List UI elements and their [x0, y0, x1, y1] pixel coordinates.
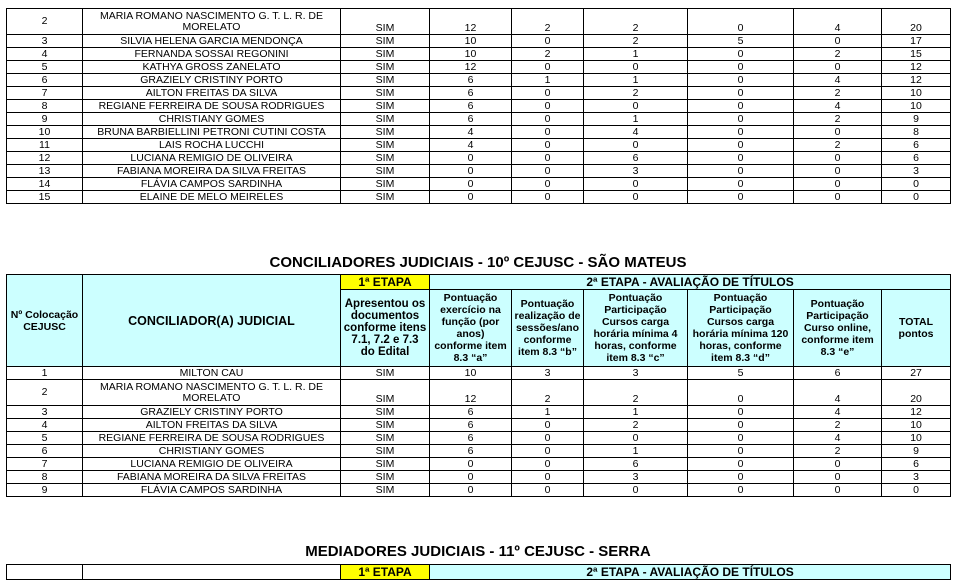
table-row — [7, 152, 951, 165]
cell-a: 12 — [430, 61, 512, 74]
cell-a: 4 — [430, 126, 512, 139]
table-row — [7, 191, 951, 204]
cell-a: 0 — [430, 484, 512, 497]
cell-b: 0 — [512, 445, 584, 458]
cell-a: 6 — [430, 100, 512, 113]
cell-e: 4 — [794, 74, 882, 87]
cell-c: 0 — [584, 432, 688, 445]
stage2-label: 2ª ETAPA - AVALIAÇÃO DE TÍTULOS — [430, 565, 951, 580]
cell-e: 2 — [794, 113, 882, 126]
cell-c: 0 — [584, 191, 688, 204]
cell-e: 0 — [794, 152, 882, 165]
cell-a: 10 — [430, 367, 512, 380]
cell-d: 0 — [688, 484, 794, 497]
cell-stage1: SIM — [341, 458, 430, 471]
cell-total: 10 — [882, 432, 951, 445]
cell-name: KATHYA GROSS ZANELATO — [83, 61, 341, 74]
cell-b: 0 — [512, 458, 584, 471]
cell-stage1: SIM — [341, 191, 430, 204]
cell-e: 2 — [794, 419, 882, 432]
cell-name: FABIANA MOREIRA DA SILVA FREITAS — [83, 165, 341, 178]
cell-d: 0 — [688, 458, 794, 471]
cell-d: 0 — [688, 406, 794, 419]
cell-e: 0 — [794, 191, 882, 204]
cell-b: 0 — [512, 484, 584, 497]
cell-c: 1 — [584, 48, 688, 61]
cell-stage1: SIM — [341, 484, 430, 497]
cell-name: CHRISTIANY GOMES — [83, 445, 341, 458]
table-row — [7, 113, 951, 126]
cell-e: 2 — [794, 87, 882, 100]
cell-c: 3 — [584, 165, 688, 178]
cell-pos: 9 — [7, 484, 83, 497]
sao-mateus-results-table — [6, 274, 951, 497]
cell-d: 0 — [688, 87, 794, 100]
cell-name: FLÁVIA CAMPOS SARDINHA — [83, 484, 341, 497]
cell-a: 10 — [430, 48, 512, 61]
top-results-body — [7, 9, 951, 204]
cell-e: 4 — [794, 406, 882, 419]
cell-b: 0 — [512, 35, 584, 48]
table-row — [7, 178, 951, 191]
cell-c: 0 — [584, 484, 688, 497]
cell-b: 1 — [512, 74, 584, 87]
cell-a: 0 — [430, 191, 512, 204]
cell-total: 12 — [882, 61, 951, 74]
cell-pos: 4 — [7, 48, 83, 61]
cell-c: 4 — [584, 126, 688, 139]
cell-total: 12 — [882, 74, 951, 87]
cell-pos: 5 — [7, 432, 83, 445]
cell-d: 0 — [688, 419, 794, 432]
cell-pos: 14 — [7, 178, 83, 191]
cell-c: 0 — [584, 100, 688, 113]
cell-e: 4 — [794, 380, 882, 406]
cell-d: 0 — [688, 100, 794, 113]
cell-name: MARIA ROMANO NASCIMENTO G. T. L. R. DE MORELATO — [83, 9, 341, 35]
header-position: Nº Colocação CEJUSC — [7, 275, 83, 367]
cell-name: CHRISTIANY GOMES — [83, 113, 341, 126]
cell-stage1: SIM — [341, 178, 430, 191]
cell-pos: 8 — [7, 471, 83, 484]
cell-d: 0 — [688, 432, 794, 445]
cell-a: 6 — [430, 113, 512, 126]
cell-pos: 7 — [7, 87, 83, 100]
cell-c: 1 — [584, 74, 688, 87]
cell-name: MARIA ROMANO NASCIMENTO G. T. L. R. DE MORELATO — [83, 380, 341, 406]
cell-total: 9 — [882, 445, 951, 458]
cell-stage1: SIM — [341, 126, 430, 139]
table-row — [7, 74, 951, 87]
cell-e: 2 — [794, 445, 882, 458]
cell-total: 3 — [882, 471, 951, 484]
table-row — [7, 471, 951, 484]
table-row — [7, 48, 951, 61]
cell-b: 0 — [512, 432, 584, 445]
cell-b: 3 — [512, 367, 584, 380]
cell-b: 2 — [512, 9, 584, 35]
cell-stage1: SIM — [341, 380, 430, 406]
cell-name: GRAZIELY CRISTINY PORTO — [83, 406, 341, 419]
cell-name: AILTON FREITAS DA SILVA — [83, 419, 341, 432]
cell-c: 6 — [584, 152, 688, 165]
cell-total: 6 — [882, 458, 951, 471]
cell-e: 0 — [794, 126, 882, 139]
cell-total: 27 — [882, 367, 951, 380]
cell-total: 0 — [882, 178, 951, 191]
table-row — [7, 126, 951, 139]
cell-e: 0 — [794, 458, 882, 471]
cell-stage1: SIM — [341, 406, 430, 419]
cell-d: 0 — [688, 74, 794, 87]
table-row — [7, 9, 951, 35]
cell-a: 0 — [430, 471, 512, 484]
cell-e: 0 — [794, 471, 882, 484]
cell-e: 2 — [794, 139, 882, 152]
cell-a: 4 — [430, 139, 512, 152]
cell-b: 1 — [512, 406, 584, 419]
cell-total: 0 — [882, 191, 951, 204]
cell-name: MILTON CAU — [83, 367, 341, 380]
header-total: TOTAL pontos — [882, 290, 951, 367]
cell-c: 6 — [584, 458, 688, 471]
table-row — [7, 406, 951, 419]
cell-a: 6 — [430, 432, 512, 445]
cell-pos: 6 — [7, 74, 83, 87]
cell-b: 0 — [512, 139, 584, 152]
cell-e: 4 — [794, 9, 882, 35]
cell-d: 0 — [688, 9, 794, 35]
cell-a: 0 — [430, 152, 512, 165]
header-score-b: Pontuação realização de sessões/ano conforme item 8.3 “b” — [512, 290, 584, 367]
cell-e: 2 — [794, 48, 882, 61]
cell-total: 10 — [882, 87, 951, 100]
cell-c: 0 — [584, 178, 688, 191]
cell-d: 5 — [688, 35, 794, 48]
cell-b: 0 — [512, 178, 584, 191]
cell-pos: 7 — [7, 458, 83, 471]
cell-d: 0 — [688, 165, 794, 178]
cell-name: ELAINE DE MELO MEIRELES — [83, 191, 341, 204]
table-row — [7, 380, 951, 406]
cell-stage1: SIM — [341, 432, 430, 445]
cell-stage1: SIM — [341, 100, 430, 113]
cell-e: 4 — [794, 100, 882, 113]
cell-name: SILVIA HELENA GARCIA MENDONÇA — [83, 35, 341, 48]
cell-stage1: SIM — [341, 367, 430, 380]
cell-total: 8 — [882, 126, 951, 139]
cell-total: 12 — [882, 406, 951, 419]
cell-name: LAIS ROCHA LUCCHI — [83, 139, 341, 152]
cell-pos: 4 — [7, 419, 83, 432]
cell-pos: 11 — [7, 139, 83, 152]
cell-pos: 12 — [7, 152, 83, 165]
cell-a: 12 — [430, 380, 512, 406]
cell-c: 2 — [584, 9, 688, 35]
cell-b: 0 — [512, 87, 584, 100]
cell-stage1: SIM — [341, 113, 430, 126]
cell-name: AILTON FREITAS DA SILVA — [83, 87, 341, 100]
cell-total: 3 — [882, 165, 951, 178]
header-name-cell — [83, 565, 341, 580]
cell-c: 1 — [584, 406, 688, 419]
cell-b: 0 — [512, 471, 584, 484]
cell-a: 0 — [430, 458, 512, 471]
cell-pos: 13 — [7, 165, 83, 178]
cell-name: REGIANE FERREIRA DE SOUSA RODRIGUES — [83, 432, 341, 445]
cell-stage1: SIM — [341, 165, 430, 178]
cell-pos: 9 — [7, 113, 83, 126]
cell-stage1: SIM — [341, 61, 430, 74]
stage1-label: 1ª ETAPA — [341, 275, 430, 290]
cell-d: 0 — [688, 113, 794, 126]
sao-mateus-results-body — [7, 367, 951, 497]
cell-stage1: SIM — [341, 471, 430, 484]
cell-name: REGIANE FERREIRA DE SOUSA RODRIGUES — [83, 100, 341, 113]
serra-results-table — [6, 564, 951, 580]
cell-pos: 8 — [7, 100, 83, 113]
header-position-cell — [7, 565, 83, 580]
cell-a: 0 — [430, 165, 512, 178]
cell-a: 6 — [430, 74, 512, 87]
cell-stage1: SIM — [341, 9, 430, 35]
cell-total: 17 — [882, 35, 951, 48]
table-row — [7, 484, 951, 497]
table-row — [7, 87, 951, 100]
cell-total: 20 — [882, 380, 951, 406]
table-row — [7, 139, 951, 152]
header-name: CONCILIADOR(A) JUDICIAL — [83, 275, 341, 367]
cell-e: 0 — [794, 61, 882, 74]
cell-c: 1 — [584, 445, 688, 458]
cell-stage1: SIM — [341, 419, 430, 432]
section-title-sao-mateus: CONCILIADORES JUDICIAIS - 10º CEJUSC - SÃO MATEUS — [269, 254, 687, 271]
cell-a: 6 — [430, 445, 512, 458]
cell-pos: 15 — [7, 191, 83, 204]
cell-e: 0 — [794, 165, 882, 178]
cell-d: 0 — [688, 126, 794, 139]
cell-e: 6 — [794, 367, 882, 380]
cell-stage1: SIM — [341, 87, 430, 100]
cell-d: 0 — [688, 191, 794, 204]
cell-d: 0 — [688, 471, 794, 484]
cell-total: 15 — [882, 48, 951, 61]
cell-a: 6 — [430, 419, 512, 432]
table-row — [7, 165, 951, 178]
cell-c: 2 — [584, 380, 688, 406]
section-title-serra: MEDIADORES JUDICIAIS - 11º CEJUSC - SERRA — [305, 543, 651, 560]
cell-pos: 10 — [7, 126, 83, 139]
table-row — [7, 61, 951, 74]
header-score-c: Pontuação Participação Cursos carga horária mínima 4 horas, conforme item 8.3 “c” — [584, 290, 688, 367]
cell-b: 2 — [512, 380, 584, 406]
cell-total: 6 — [882, 139, 951, 152]
cell-name: GRAZIELY CRISTINY PORTO — [83, 74, 341, 87]
cell-pos: 2 — [7, 9, 83, 35]
table-row — [7, 445, 951, 458]
cell-total: 9 — [882, 113, 951, 126]
cell-c: 2 — [584, 419, 688, 432]
cell-stage1: SIM — [341, 139, 430, 152]
table-row — [7, 367, 951, 380]
cell-name: LUCIANA REMIGIO DE OLIVEIRA — [83, 458, 341, 471]
cell-d: 0 — [688, 61, 794, 74]
cell-pos: 3 — [7, 406, 83, 419]
cell-d: 0 — [688, 178, 794, 191]
cell-total: 10 — [882, 419, 951, 432]
cell-b: 2 — [512, 48, 584, 61]
table-row — [7, 35, 951, 48]
cell-name: BRUNA BARBIELLINI PETRONI CUTINI COSTA — [83, 126, 341, 139]
cell-c: 2 — [584, 87, 688, 100]
cell-b: 0 — [512, 61, 584, 74]
cell-b: 0 — [512, 100, 584, 113]
cell-b: 0 — [512, 126, 584, 139]
cell-d: 0 — [688, 139, 794, 152]
cell-stage1: SIM — [341, 445, 430, 458]
table-row — [7, 100, 951, 113]
cell-name: FLÁVIA CAMPOS SARDINHA — [83, 178, 341, 191]
cell-a: 6 — [430, 87, 512, 100]
cell-d: 5 — [688, 367, 794, 380]
cell-stage1: SIM — [341, 48, 430, 61]
cell-a: 12 — [430, 9, 512, 35]
cell-a: 10 — [430, 35, 512, 48]
cell-e: 0 — [794, 35, 882, 48]
cell-d: 0 — [688, 152, 794, 165]
cell-e: 0 — [794, 178, 882, 191]
cell-d: 0 — [688, 380, 794, 406]
cell-stage1: SIM — [341, 152, 430, 165]
cell-c: 3 — [584, 471, 688, 484]
cell-total: 6 — [882, 152, 951, 165]
cell-b: 0 — [512, 419, 584, 432]
cell-a: 0 — [430, 178, 512, 191]
cell-total: 20 — [882, 9, 951, 35]
cell-a: 6 — [430, 406, 512, 419]
cell-e: 4 — [794, 432, 882, 445]
stage2-label: 2ª ETAPA - AVALIAÇÃO DE TÍTULOS — [430, 275, 951, 290]
cell-b: 0 — [512, 113, 584, 126]
cell-pos: 3 — [7, 35, 83, 48]
cell-name: LUCIANA REMIGIO DE OLIVEIRA — [83, 152, 341, 165]
cell-c: 1 — [584, 113, 688, 126]
cell-d: 0 — [688, 445, 794, 458]
cell-stage1: SIM — [341, 74, 430, 87]
cell-c: 0 — [584, 139, 688, 152]
table-row — [7, 432, 951, 445]
stage1-label: 1ª ETAPA — [341, 565, 430, 580]
table-row — [7, 419, 951, 432]
cell-c: 2 — [584, 35, 688, 48]
cell-stage1: SIM — [341, 35, 430, 48]
cell-pos: 1 — [7, 367, 83, 380]
table-row — [7, 458, 951, 471]
cell-e: 0 — [794, 484, 882, 497]
header-score-e: Pontuação Participação Curso online, conforme item 8.3 “e” — [794, 290, 882, 367]
header-documents: Apresentou os documentos conforme itens 7.1, 7.2 e 7.3 do Edital — [341, 290, 430, 367]
cell-b: 0 — [512, 152, 584, 165]
cell-pos: 5 — [7, 61, 83, 74]
cell-c: 3 — [584, 367, 688, 380]
cell-b: 0 — [512, 191, 584, 204]
cell-total: 10 — [882, 100, 951, 113]
cell-name: FABIANA MOREIRA DA SILVA FREITAS — [83, 471, 341, 484]
cell-d: 0 — [688, 48, 794, 61]
cell-b: 0 — [512, 165, 584, 178]
header-score-d: Pontuação Participação Cursos carga horária mínima 120 horas, conforme item 8.3 “d” — [688, 290, 794, 367]
top-results-table — [6, 8, 951, 204]
cell-pos: 2 — [7, 380, 83, 406]
header-score-a: Pontuação exercício na função (por anos) conforme item 8.3 “a” — [430, 290, 512, 367]
cell-pos: 6 — [7, 445, 83, 458]
cell-c: 0 — [584, 61, 688, 74]
cell-name: FERNANDA SOSSAI REGONINI — [83, 48, 341, 61]
cell-total: 0 — [882, 484, 951, 497]
